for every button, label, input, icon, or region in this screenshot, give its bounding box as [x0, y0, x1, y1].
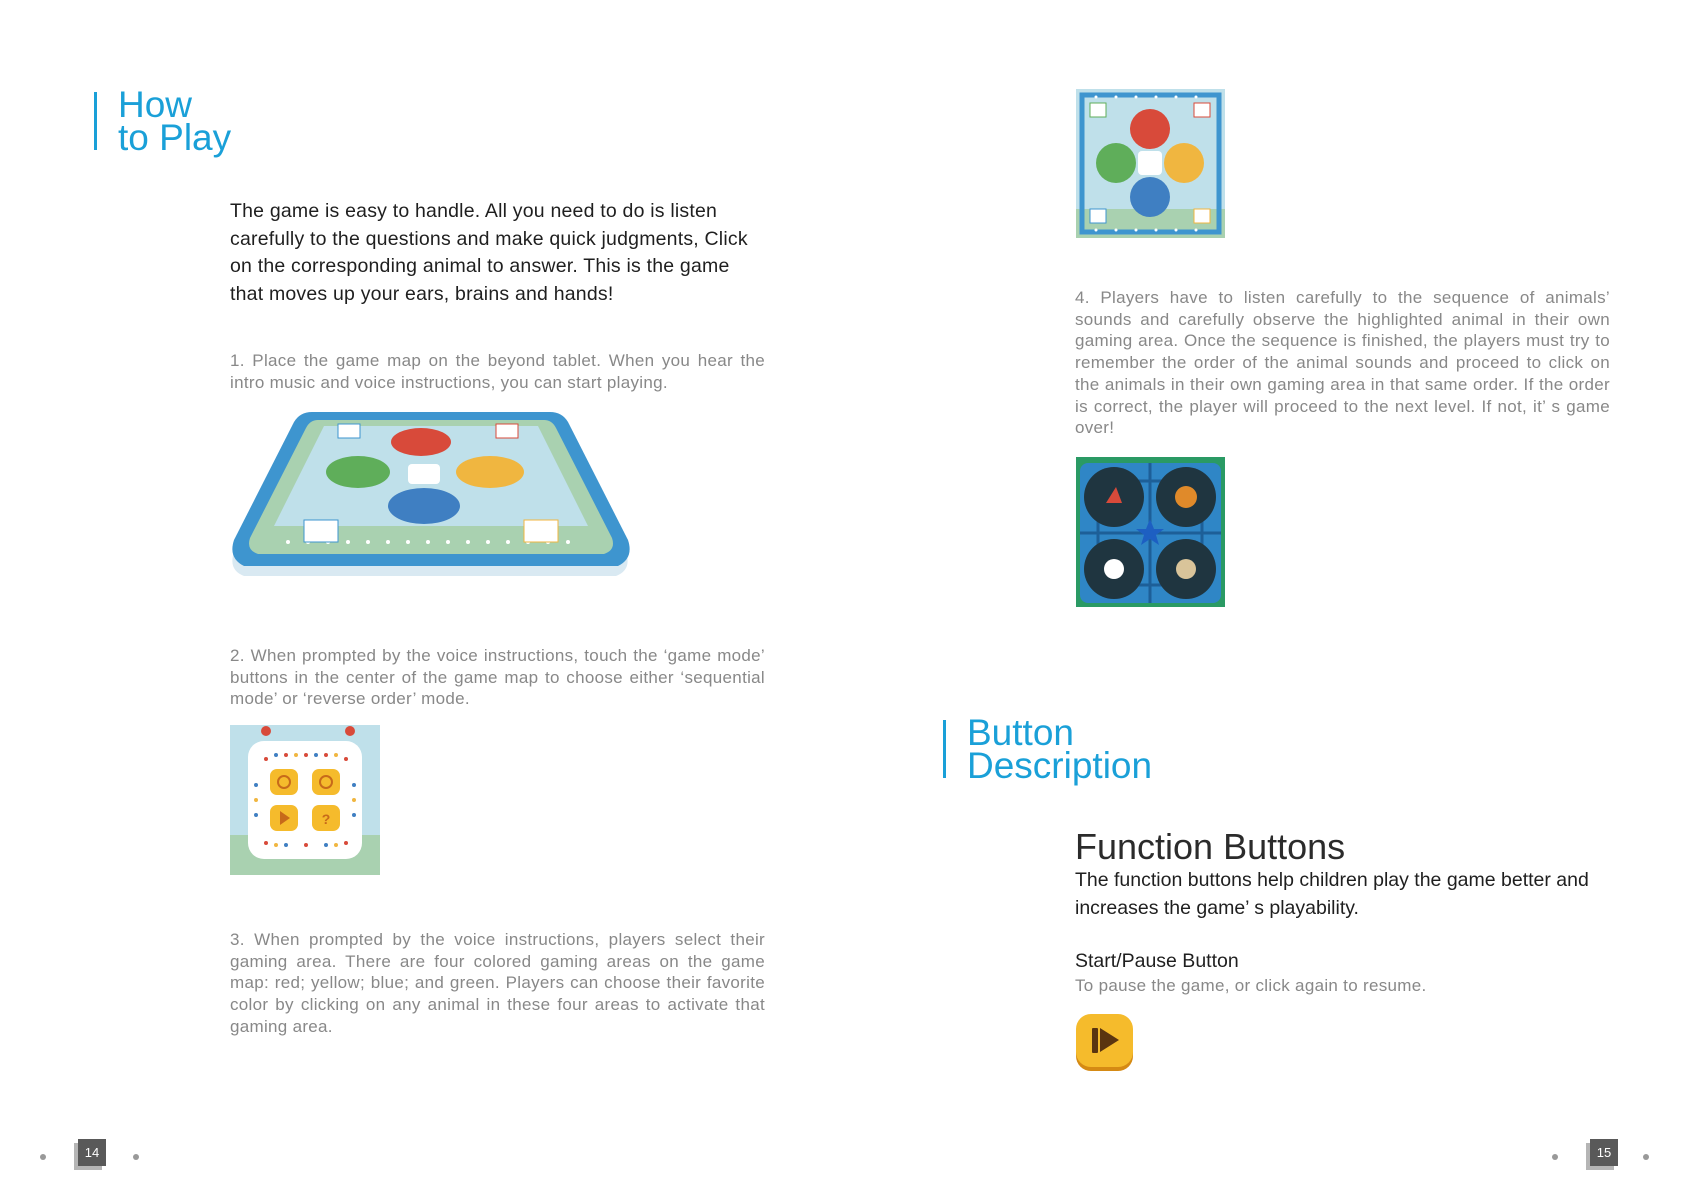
page-number-14 — [78, 1139, 106, 1166]
function-buttons-title: Function Buttons — [1075, 826, 1346, 867]
start-pause-button-description: To pause the game, or click again to resume. — [1075, 976, 1427, 995]
start-pause-button-title: Start/Pause Button — [1075, 950, 1239, 972]
heading-line-2: to Play — [118, 117, 232, 158]
pause-bar — [1092, 1028, 1098, 1053]
play-triangle — [1100, 1028, 1119, 1052]
page-number-label: 15 — [1590, 1139, 1618, 1166]
heading-bar — [94, 92, 97, 150]
step-2-text: 2. When prompted by the voice instructions, touch the ‘game mode’ buttons in the center of the game map to choose either ‘sequential mode’ or ‘reverse order’ mode. — [230, 646, 765, 709]
heading-line-1: Button — [967, 712, 1074, 753]
game-map-image — [228, 408, 634, 594]
heading-bar — [943, 720, 946, 778]
start-pause-button-icon — [1076, 1014, 1133, 1067]
heading-line-2: Description — [967, 745, 1153, 786]
svg-text:?: ? — [321, 811, 331, 827]
step-4-text: 4. Players have to listen carefully to the sequence of animals’ sounds and carefully observe the highlighted animal in their own gaming area. Once the sequence is finished, the players must try to remember the order of the animal sounds and proceed to click on the animals in their own gaming area in that same order. If the order is correct, the player will proceed to the next level. If not, it’ s game over! — [1075, 288, 1610, 438]
gaming-area-image — [1076, 457, 1225, 607]
page-dot — [1643, 1154, 1649, 1160]
step-3-text: 3. When prompted by the voice instructions, players select their gaming area. There are four colored gaming areas on the game map: red; yellow; blue; and green. Players can choose their favorite color by clicking on any animal in these four areas to activate that gaming area. — [230, 930, 765, 1036]
page-dot — [40, 1154, 46, 1160]
page-dot — [1552, 1154, 1558, 1160]
page-number-label: 14 — [78, 1139, 106, 1166]
step-1-text: 1. Place the game map on the beyond tablet. When you hear the intro music and voice instructions, you can start playing. — [230, 351, 765, 392]
page-dot — [133, 1154, 139, 1160]
intro-paragraph: The game is easy to handle. All you need to do is listen carefully to the questions and make quick judgments, Click on the corresponding animal to answer. This is the game that moves up your ears, brains and hands! — [230, 200, 748, 305]
page-number-15 — [1590, 1139, 1618, 1166]
game-map-topdown-image — [1076, 89, 1225, 238]
heading-line-1: How — [118, 84, 193, 125]
button-description-heading — [967, 712, 1153, 786]
how-to-play-heading — [118, 84, 232, 158]
function-buttons-description: The function buttons help children play the game better and increases the game’ s playability. — [1075, 869, 1589, 919]
game-mode-buttons-image — [230, 725, 380, 875]
